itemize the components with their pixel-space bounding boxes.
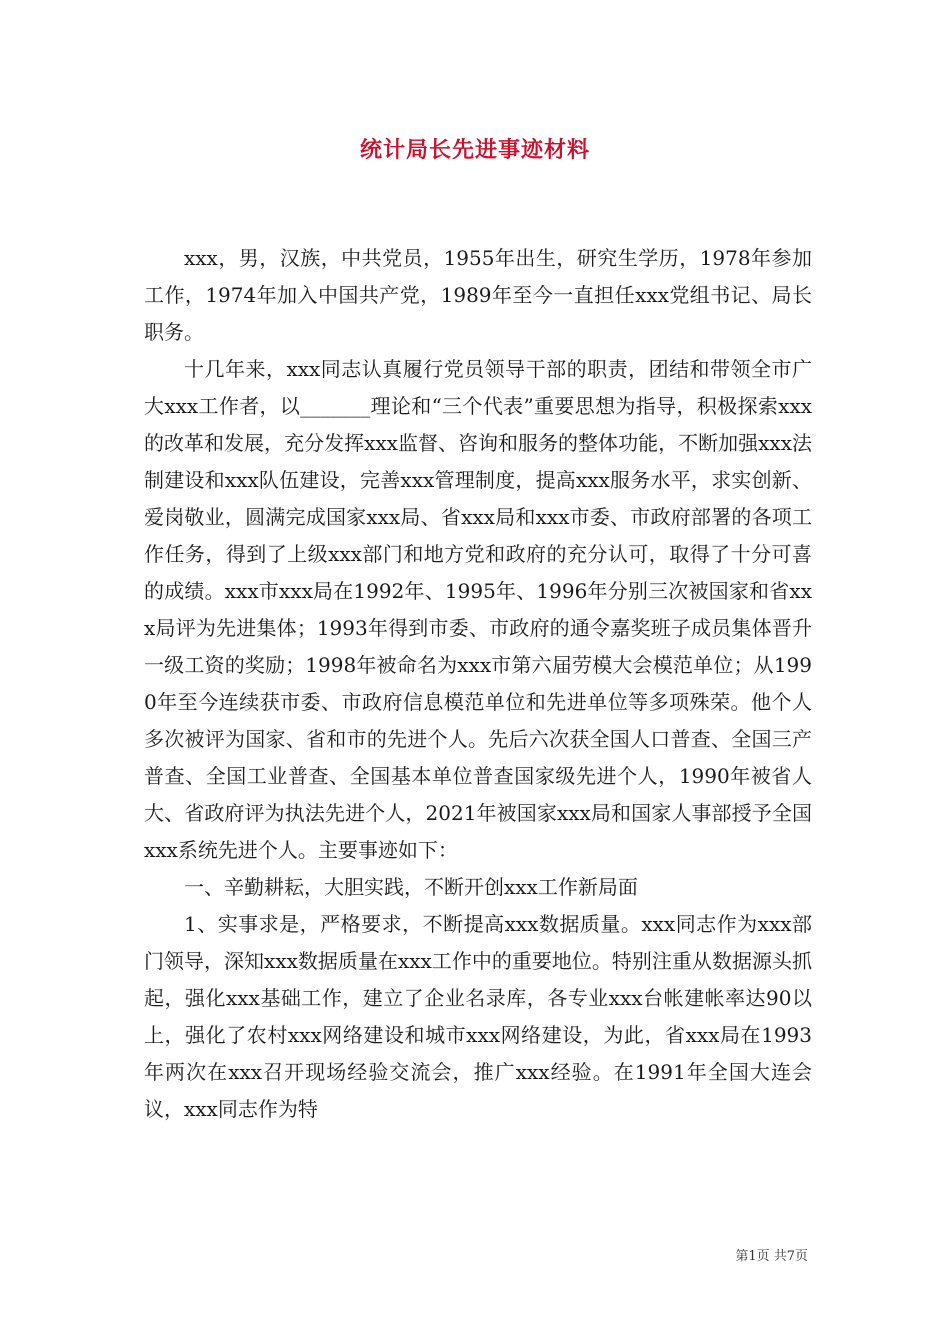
section-heading: 一、辛勤耕耘，大胆实践，不断开创xxx工作新局面 — [184, 875, 638, 899]
page-number: 第1页 共7页 — [735, 1249, 808, 1264]
document-title: 统计局长先进事迹材料 — [359, 137, 590, 163]
paragraph-intro: xxx，男，汉族，中共党员，1955年出生，研究生学历，1978年参加工作，1974年加入中国共产党，1989年至今一直担任xxx党组书记、局长职务。 — [144, 246, 812, 344]
paragraph-data-quality: 1、实事求是，严格要求，不断提高xxx数据质量。xxx同志作为xxx部门领导，深知xxx数据质量在xxx工作中的重要地位。特别注重从数据源头抓起，强化xxx基础工作，建立了企业名录库，各专业xxx台帐建帐率达90以上，强化了农村xxx网络建设和城市xxx网络建设，为此，省xxx局在1993年两次在xxx召开现场经验交流会，推广xxx经验。在1991年全国大连会议，xxx同志作为特 — [144, 912, 812, 1121]
document-body — [144, 240, 812, 1128]
paragraph-achievements: 十几年来，xxx同志认真履行党员领导干部的职责，团结和带领全市广大xxx工作者，以_______理论和“三个代表”重要思想为指导，积极探索xxx的改革和发展，充分发挥xxx监督、咨询和服务的整体功能，不断加强xxx法制建设和xxx队伍建设，完善xxx管理制度，提高xxx服务水平，求实创新、爱岗敬业，圆满完成国家xxx局、省xxx局和xxx市委、市政府部署的各项工作任务，得到了上级xxx部门和地方党和政府的充分认可，取得了十分可喜的成绩。xxx市xxx局在1992年、1995年、1996年分别三次被国家和省xxx局评为先进集体；1993年得到市委、市政府的通令嘉奖班子成员集体晋升一级工资的奖励；1998年被命名为xxx市第六届劳模大会模范单位；从1990年至今连续获市委、市政府信息模范单位和先进单位等多项殊荣。他个人多次被评为国家、省和市的先进个人。先后六次获全国人口普查、全国三产普查、全国工业普查、全国基本单位普查国家级先进个人，1990年被省人大、省政府评为执法先进个人，2021年被国家xxx局和国家人事部授予全国xxx系统先进个人。主要事迹如下： — [144, 357, 812, 862]
